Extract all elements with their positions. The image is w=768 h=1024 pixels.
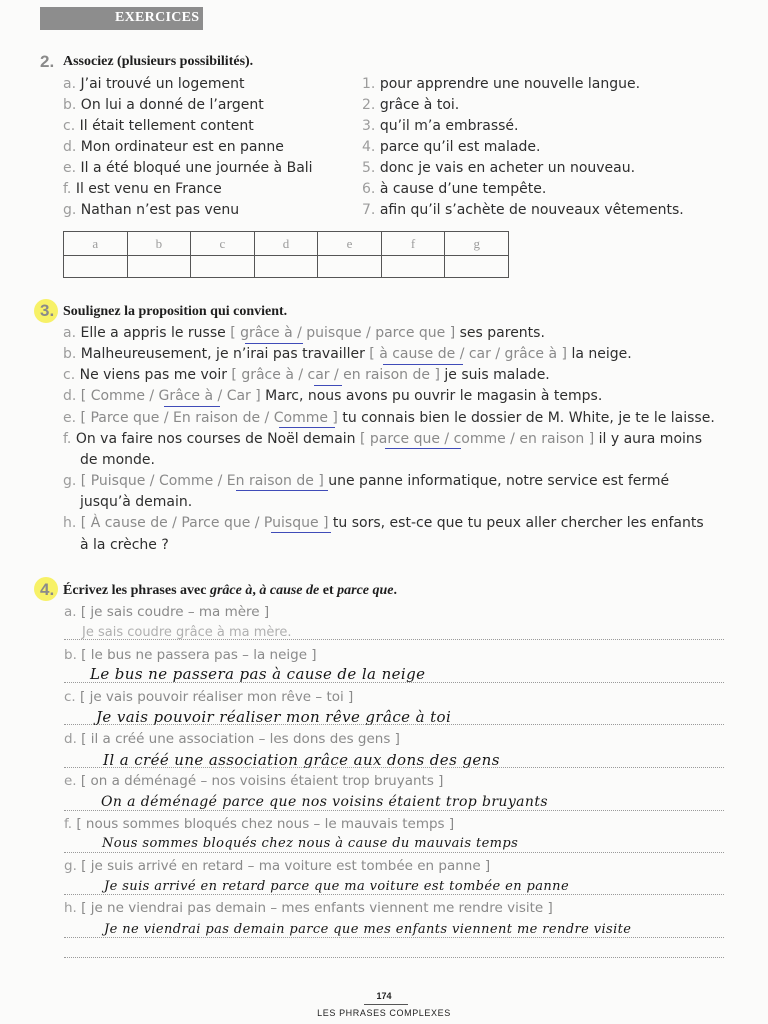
- answer-underline: [164, 406, 220, 407]
- ex3-options[interactable]: [ à cause de / car / grâce à ]: [369, 346, 567, 362]
- ex2-right-item: 3. qu’il m’a embrassé.: [362, 118, 519, 134]
- ex4-prompt: h. [ je ne viendrai pas demain – mes enfants viennent me rendre visite ]: [64, 900, 553, 916]
- handwritten-answer: Je suis arrivé en retard parce que ma voiture est tombée en panne: [104, 879, 570, 894]
- answer-cell[interactable]: [127, 256, 191, 278]
- ex3-options[interactable]: [ Comme / Grâce à / Car ]: [80, 388, 261, 404]
- ex4-prompt: g. [ je suis arrivé en retard – ma voiture est tombée en panne ]: [64, 858, 491, 874]
- ex2-left-item: a. J’ai trouvé un logement: [63, 76, 245, 92]
- answer-line[interactable]: [64, 810, 724, 811]
- exercise-3-title: Soulignez la proposition qui convient.: [63, 304, 288, 319]
- exercise-2-title: Associez (plusieurs possibilités).: [63, 54, 254, 69]
- answer-underline: [383, 364, 463, 365]
- handwritten-answer: Nous sommes bloqués chez nous à cause du mauvais temps: [102, 836, 519, 851]
- ex2-right-item: 7. afin qu’il s’achète de nouveaux vêtements.: [362, 202, 684, 218]
- ex3-item: d. [ Comme / Grâce à / Car ] Marc, nous avons pu ouvrir le magasin à temps.: [63, 388, 603, 404]
- ex3-item: g. [ Puisque / Comme / En raison de ] une panne informatique, notre service est fermé: [63, 473, 670, 489]
- ex3-item: f. On va faire nos courses de Noël demain [ parce que / comme / en raison ] il y aura moins: [63, 431, 703, 447]
- chapter-title: LES PHRASES COMPLEXES: [317, 1008, 451, 1018]
- answer-cell[interactable]: [445, 256, 509, 278]
- ex4-prompt: d. [ il a créé une association – les dons des gens ]: [64, 731, 400, 747]
- answer-grid-header: c: [191, 232, 255, 256]
- answer-cell[interactable]: [381, 256, 445, 278]
- ex4-prompt: a. [ je sais coudre – ma mère ]: [64, 604, 270, 620]
- answer-underline: [271, 532, 331, 533]
- answer-underline: [245, 343, 303, 344]
- ex2-right-item: 2. grâce à toi.: [362, 97, 460, 113]
- ex3-options[interactable]: [ grâce à / puisque / parce que ]: [230, 325, 456, 341]
- ex4-prompt: e. [ on a déménagé – nos voisins étaient trop bruyants ]: [64, 773, 444, 789]
- exercise-4-number: 4.: [40, 580, 55, 599]
- ex3-item: c. Ne viens pas me voir [ grâce à / car / en raison de ] je suis malade.: [63, 367, 550, 383]
- answer-cell[interactable]: [318, 256, 382, 278]
- answer-line[interactable]: [64, 852, 724, 853]
- answer-grid-header: d: [254, 232, 318, 256]
- answer-line[interactable]: [64, 639, 724, 640]
- exercise-3-number: 3.: [40, 301, 55, 320]
- answer-line[interactable]: [64, 767, 724, 768]
- handwritten-answer: Je ne viendrai pas demain parce que mes enfants viennent me rendre visite: [104, 922, 632, 937]
- ex3-item: h. [ À cause de / Parce que / Puisque ] tu sors, est-ce que tu peux aller chercher les enfants: [63, 515, 704, 531]
- page-number: 174: [376, 991, 392, 1001]
- ex2-right-item: 6. à cause d’une tempête.: [362, 181, 547, 197]
- ex4-prompt: b. [ le bus ne passera pas – la neige ]: [64, 647, 317, 663]
- answer-grid: [63, 231, 509, 278]
- ex2-right-item: 5. donc je vais en acheter un nouveau.: [362, 160, 636, 176]
- handwritten-answer: Il a créé une association grâce aux dons des gens: [103, 751, 500, 769]
- handwritten-answer: Je vais pouvoir réaliser mon rêve grâce à toi: [96, 708, 452, 726]
- ex3-options[interactable]: [ Puisque / Comme / En raison de ]: [80, 473, 324, 489]
- answer-grid-header: e: [318, 232, 382, 256]
- ex3-item-continuation: de monde.: [80, 452, 155, 468]
- answer-underline: [385, 448, 461, 449]
- ex2-right-item: 1. pour apprendre une nouvelle langue.: [362, 76, 641, 92]
- ex3-item-continuation: jusqu’à demain.: [80, 494, 193, 510]
- answer-cell[interactable]: [64, 256, 128, 278]
- ex3-options[interactable]: [ Parce que / En raison de / Comme ]: [80, 410, 338, 426]
- ex2-left-item: b. On lui a donné de l’argent: [63, 97, 264, 113]
- ex3-item: b. Malheureusement, je n’irai pas travailler [ à cause de / car / grâce à ] la neige.: [63, 346, 632, 362]
- ex4-model-answer: Je sais coudre grâce à ma mère.: [82, 625, 292, 640]
- answer-line[interactable]: [64, 682, 724, 683]
- answer-line[interactable]: [64, 937, 724, 938]
- ex2-right-item: 4. parce qu’il est malade.: [362, 139, 541, 155]
- ex3-options[interactable]: [ parce que / comme / en raison ]: [360, 431, 595, 447]
- ex3-item: a. Elle a appris le russe [ grâce à / puisque / parce que ] ses parents.: [63, 325, 545, 341]
- answer-grid-header: f: [381, 232, 445, 256]
- exercise-4-title: Écrivez les phrases avec grâce à, à cause de et parce que.: [63, 583, 398, 598]
- ex3-options[interactable]: [ grâce à / car / en raison de ]: [231, 367, 440, 383]
- section-header-label: EXERCICES: [115, 10, 200, 25]
- answer-underline: [279, 427, 335, 428]
- ex4-prompt: f. [ nous sommes bloqués chez nous – le mauvais temps ]: [64, 816, 455, 832]
- answer-grid-header-row: [64, 232, 509, 256]
- handwritten-answer: On a déménagé parce que nos voisins étaient trop bruyants: [101, 794, 548, 810]
- answer-line[interactable]: [64, 894, 724, 895]
- answer-line[interactable]: [64, 724, 724, 725]
- handwritten-answer: Le bus ne passera pas à cause de la neige: [90, 665, 426, 683]
- answer-line[interactable]: [64, 957, 724, 958]
- ex2-left-item: g. Nathan n’est pas venu: [63, 202, 240, 218]
- answer-underline: [236, 490, 328, 491]
- answer-grid-answer-row: [64, 256, 509, 278]
- answer-cell[interactable]: [191, 256, 255, 278]
- footer-divider: [364, 1004, 408, 1005]
- ex3-item-continuation: à la crèche ?: [80, 537, 169, 553]
- ex3-options[interactable]: [ À cause de / Parce que / Puisque ]: [80, 515, 329, 531]
- ex2-left-item: d. Mon ordinateur est en panne: [63, 139, 284, 155]
- ex4-prompt: c. [ je vais pouvoir réaliser mon rêve – toi ]: [64, 689, 354, 705]
- answer-grid-header: a: [64, 232, 128, 256]
- section-header: [40, 7, 203, 30]
- answer-grid-header: b: [127, 232, 191, 256]
- ex2-left-item: e. Il a été bloqué une journée à Bali: [63, 160, 313, 176]
- answer-underline: [314, 385, 342, 386]
- ex2-left-item: c. Il était tellement content: [63, 118, 254, 134]
- exercise-2-number: 2.: [40, 52, 55, 71]
- ex3-item: e. [ Parce que / En raison de / Comme ] tu connais bien le dossier de M. White, je te le laisse.: [63, 410, 715, 426]
- ex2-left-item: f. Il est venu en France: [63, 181, 222, 197]
- answer-cell[interactable]: [254, 256, 318, 278]
- answer-grid-header: g: [445, 232, 509, 256]
